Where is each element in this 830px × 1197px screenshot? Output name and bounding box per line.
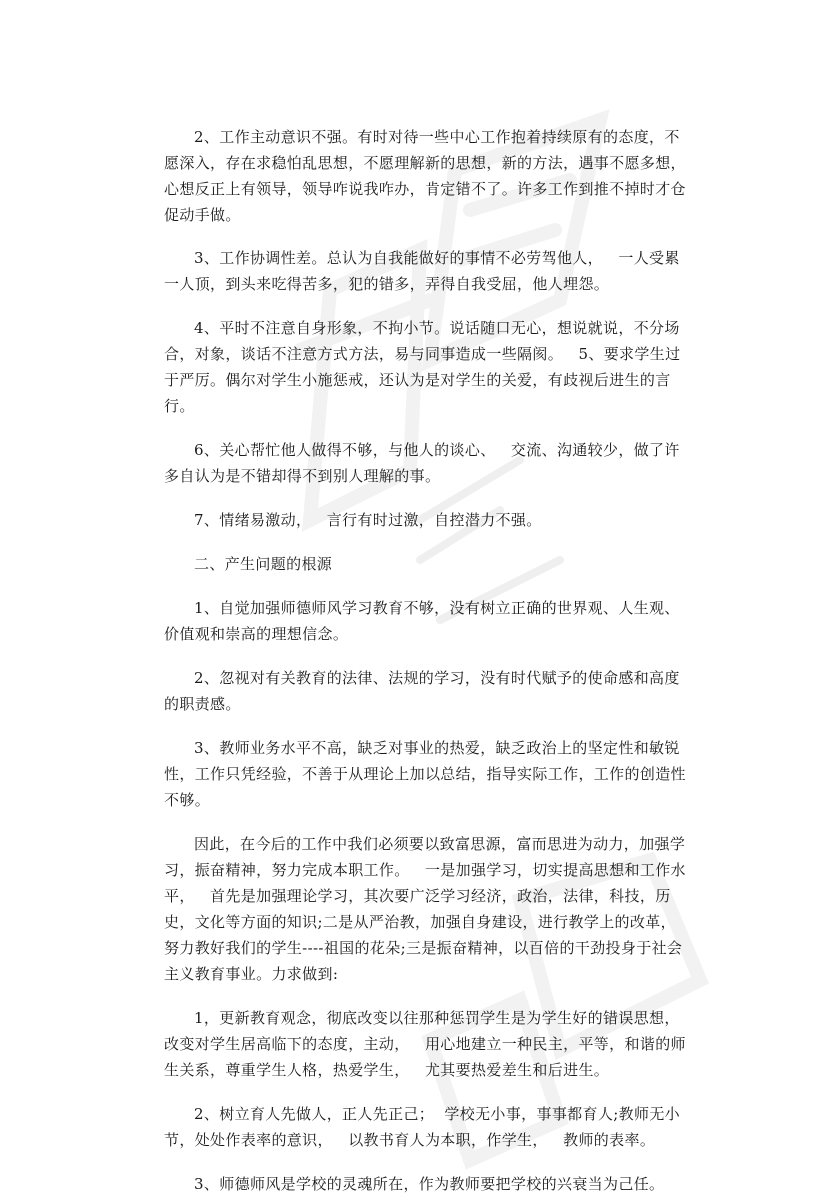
paragraph-item-11: 2、树立育人先做人，正人先正己； 学校无小事，事事都育人;教师无小节，处处作表率的意识， 以教书育人为本职，作学生， 教师的表率。 (164, 1105, 681, 1149)
paragraph-item-7: 2、忽视对有关教育的法律、法规的学习，没有时代赋予的使命感和高度的职责感。 (164, 669, 680, 713)
paragraph-item-4: 6、关心帮忙他人做得不够，与他人的谈心、 交流、沟通较少，做了许多自认为是不错却得不到别人理解的事。 (164, 441, 680, 485)
section-heading: 二、产生问题的根源 (194, 555, 333, 573)
paragraph-item-12: 3、师德师风是学校的灵魂所在，作为教师要把学校的兴衰当为己任。 (194, 1175, 665, 1193)
paragraph-item-3: 4、平时不注意自身形象，不拘小节。说话随口无心，想说就说，不分场合，对象，谈话不注意方式方法，易与同事造成一些隔阂。 5、要求学生过于严厉。偶尔对学生小施惩戒，还认为是对学生的关爱，有歧视后进生的言行。 (164, 319, 681, 415)
paragraph-item-6: 1、自觉加强师德师风学习教育不够，没有树立正确的世界观、人生观、价值观和崇高的理想信念。 (164, 599, 680, 643)
paragraph-item-10: 1，更新教育观念，彻底改变以往那种惩罚学生是为学生好的错误思想， 改变对学生居高临下的态度，主动， 用心地建立一种民主，平等，和谐的师生关系，尊重学生人格，热爱学生， 尤其要热爱差生和后进生。 (164, 1009, 696, 1079)
paragraph-item-8: 3、教师业务水平不高，缺乏对事业的热爱，缺乏政治上的坚定性和敏锐性，工作只凭经验，不善于从理论上加以总结，指导实际工作，工作的创造性不够。 (164, 739, 686, 809)
paragraph-item-2: 3、工作协调性差。总认为自我能做好的事情不必劳驾他人， 一人受累一人顶，到头来吃得苦多，犯的错多，弄得自我受屈，他人埋怨。 (164, 249, 680, 293)
document-body (164, 124, 696, 1197)
paragraph-item-5: 7、情绪易激动， 言行有时过激，自控潜力不强。 (194, 511, 542, 529)
paragraph-item-1: 2、工作主动意识不强。有时对待一些中心工作抱着持续原有的态度，不愿深入，存在求稳怕乱思想，不愿理解新的思想，新的方法，遇事不愿多想，心想反正上有领导，领导咋说我咋办，肯定错不了。许多工作到推不掉时才仓促动手做。 (164, 128, 686, 224)
paragraph-item-9: 因此，在今后的工作中我们必须要以致富思源，富而思进为动力，加强学习，振奋精神，努力完成本职工作。 一是加强学习，切实提高思想和工作水平， 首先是加强理论学习，其次要广泛学习经济，政治，法律，科技，历史，文化等方面的知识;二是从严治教，加强自身建设，进行教学上的改革，努力教好我们的学生----祖国的花朵;三是振奋精神，以百倍的干劲投身于社会主义教育事业。力求做到: (164, 835, 686, 983)
